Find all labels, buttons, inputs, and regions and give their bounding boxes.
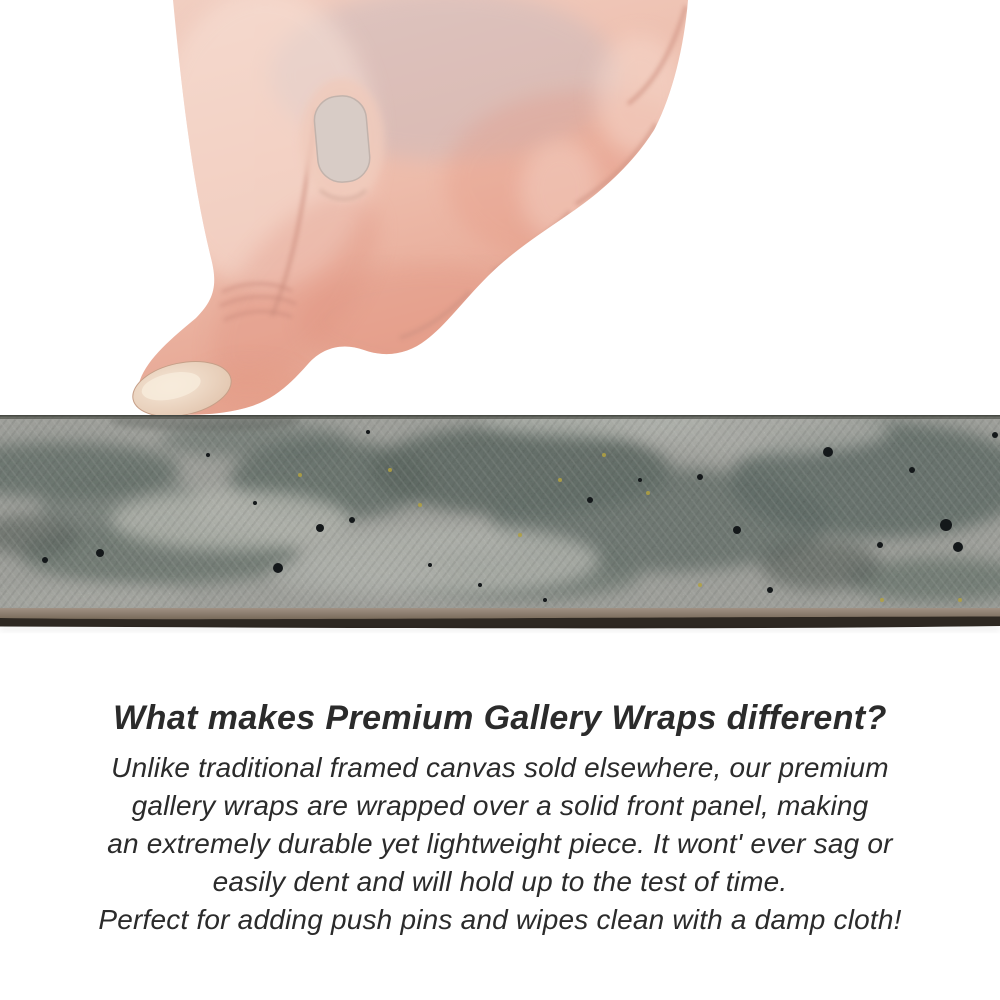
marketing-copy: [60, 698, 940, 939]
body-line-3: an extremely durable yet lightweight piece. It wont' ever sag or: [107, 828, 893, 859]
body-line-5: Perfect for adding push pins and wipes clean with a damp cloth!: [98, 904, 902, 935]
hand-photo: [0, 0, 1000, 420]
strip-shadow: [0, 627, 1000, 631]
canvas-strip: [0, 415, 1000, 647]
hand-illustration: [0, 0, 1000, 420]
body-line-2: gallery wraps are wrapped over a solid front panel, making: [131, 790, 869, 821]
canvas-texture: [0, 415, 1000, 647]
body-line-4: easily dent and will hold up to the test of time.: [212, 866, 788, 897]
body-line-1: Unlike traditional framed canvas sold elsewhere, our premium: [111, 752, 889, 783]
index-fingernail-icon: [312, 94, 371, 184]
headline: What makes Premium Gallery Wraps different?: [113, 699, 887, 737]
